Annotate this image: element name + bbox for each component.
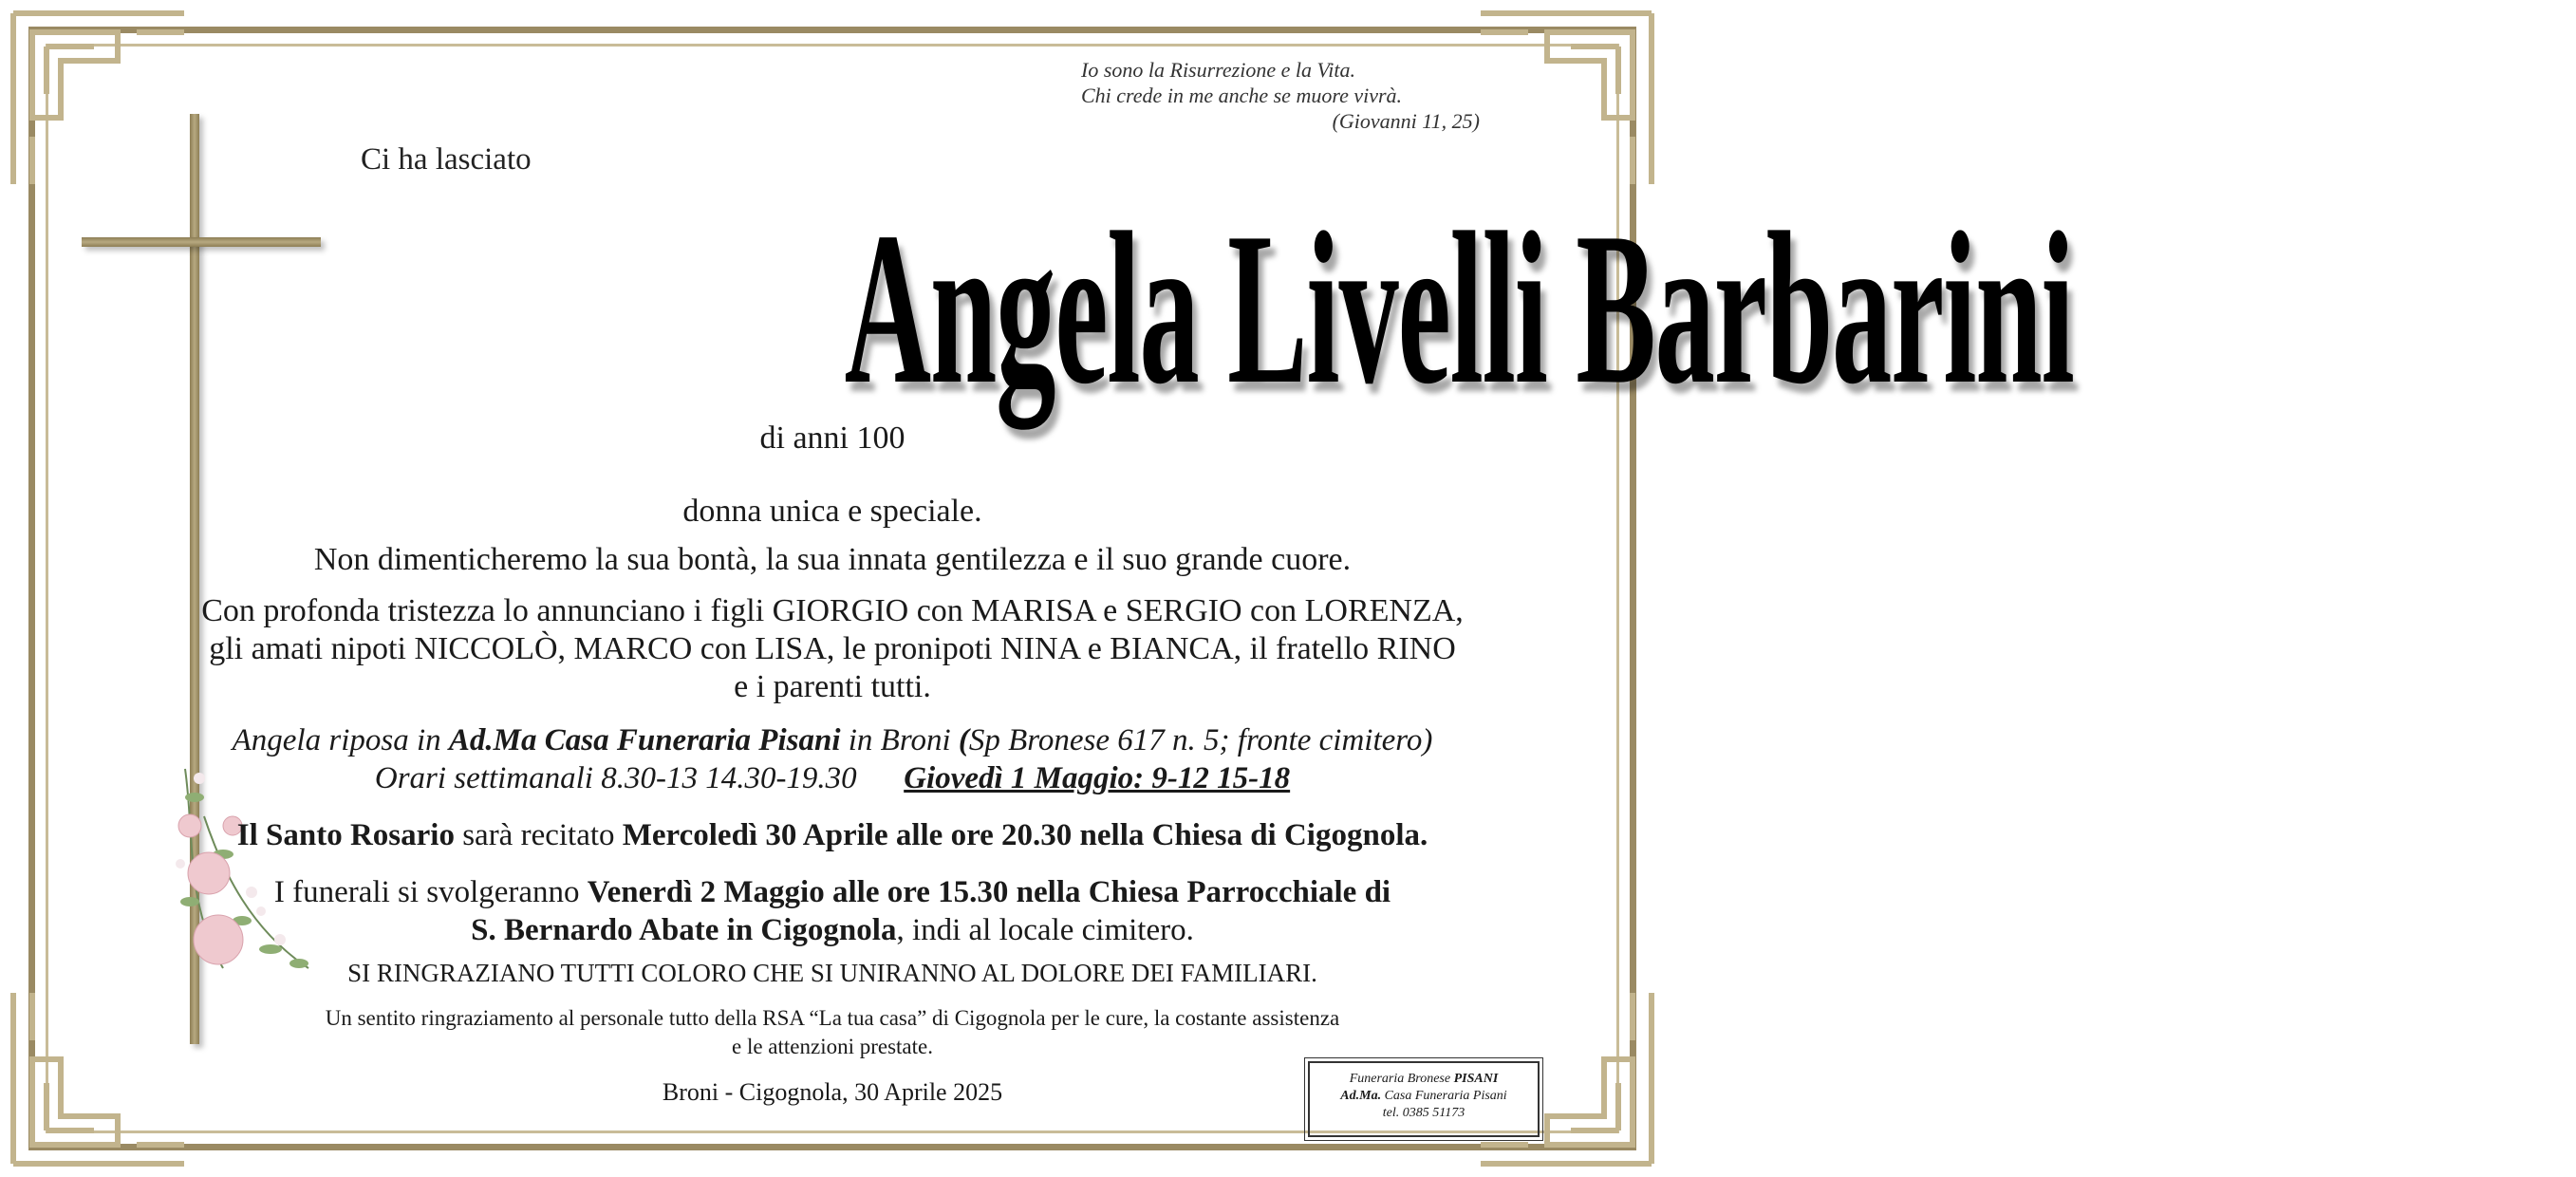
repose-text: Angela riposa in — [232, 723, 449, 757]
repose-text: in Broni — [840, 723, 959, 757]
deceased-name-block — [342, 187, 2074, 432]
funeral-info — [76, 873, 1589, 949]
family-announcement — [76, 592, 1589, 706]
family-line: e i parenti tutti. — [734, 669, 931, 704]
corner-ornament-icon — [1471, 4, 1661, 194]
quote-line: Io sono la Risurrezione e la Vita. — [1081, 58, 1356, 82]
thanks-line: Un sentito ringraziamento al personale tutto della RSA “La tua casa” di Cigognola per le cure, la costante assistenza — [325, 1006, 1340, 1030]
repose-info — [76, 721, 1589, 797]
stamp-brand: Ad.Ma. — [1340, 1089, 1382, 1103]
stamp-brand: PISANI — [1453, 1072, 1499, 1086]
repose-paren: ( — [958, 723, 969, 757]
intro-text: Ci ha lasciato — [361, 142, 532, 177]
quote-line: Chi crede in me anche se muore vivrà. — [1081, 84, 1403, 107]
funeral-text: , indi al locale cimitero. — [896, 913, 1194, 947]
repose-address: Sp Bronese 617 n. 5; fronte cimitero) — [968, 723, 1433, 757]
rosary-info — [76, 818, 1589, 853]
funeral-home-stamp — [1308, 1061, 1540, 1137]
visiting-hours — [76, 759, 1589, 797]
funeral-home-name: Ad.Ma Casa Funeraria Pisani — [448, 723, 841, 757]
thanks-all: SI RINGRAZIANO TUTTI COLORO CHE SI UNIRANNO AL DOLORE DEI FAMILIARI. — [347, 959, 1317, 987]
family-line: gli amati nipoti NICCOLÒ, MARCO con LISA, le pronipoti NINA e BIANCA, il fratello RINO — [209, 631, 1456, 666]
age-text: di anni 100 — [759, 420, 905, 456]
weekly-hours: Orari settimanali 8.30-13 14.30-19.30 — [374, 761, 857, 795]
quote-reference: (Giovanni 11, 25) — [1332, 109, 1480, 133]
funeral-details: Venerdì 2 Maggio alle ore 15.30 nella Chiesa Parrocchiale di — [587, 875, 1391, 909]
thanks-rsa — [76, 1004, 1589, 1061]
place-date: Broni - Cigognola, 30 Aprile 2025 — [662, 1078, 1003, 1106]
stamp-text: Funeraria Bronese — [1349, 1072, 1454, 1086]
stamp-text: Casa Funeraria Pisani — [1381, 1089, 1507, 1103]
stamp-phone: tel. 0385 51173 — [1382, 1106, 1465, 1120]
deceased-name: Angela Livelli Barbarini — [844, 187, 2074, 429]
funeral-text: I funerali si svolgeranno — [273, 875, 588, 909]
special-hours: Giovedì 1 Maggio: 9-12 15-18 — [904, 761, 1291, 795]
scripture-quote — [1081, 57, 1480, 134]
church-name: S. Bernardo Abate in Cigognola — [471, 913, 897, 947]
rosary-text: sarà recitato — [454, 818, 623, 852]
repose-location — [76, 721, 1589, 759]
dedication-line: Non dimenticheremo la sua bontà, la sua innata gentilezza e il suo grande cuore. — [313, 542, 1352, 577]
rosary-details: Mercoledì 30 Aprile alle ore 20.30 nella Chiesa di Cigognola. — [622, 818, 1428, 852]
rosary-title: Il Santo Rosario — [236, 818, 455, 852]
family-line: Con profonda tristezza lo annunciano i figli GIORGIO con MARISA e SERGIO con LORENZA, — [201, 593, 1464, 628]
dedication-line: donna unica e speciale. — [682, 494, 982, 529]
thanks-line: e le attenzioni prestate. — [731, 1035, 933, 1058]
